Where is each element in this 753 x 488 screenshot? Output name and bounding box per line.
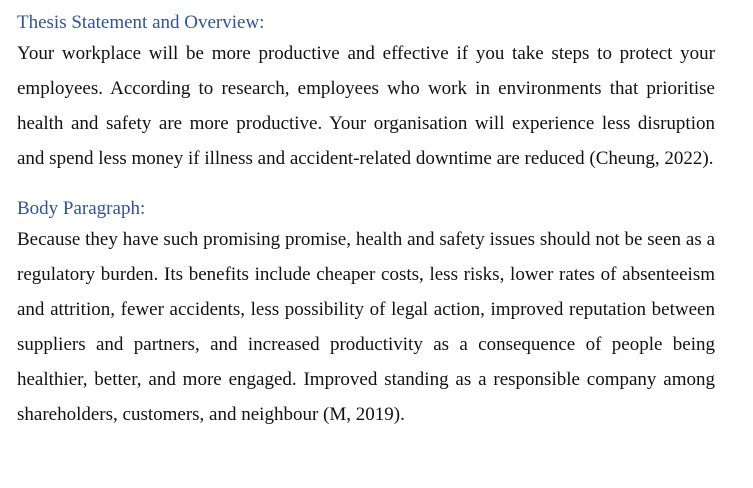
body-section: [17, 196, 715, 432]
section-heading-body: Body Paragraph:: [17, 198, 146, 219]
section-heading-thesis: Thesis Statement and Overview:: [17, 12, 265, 33]
section-paragraph-body: Because they have such promising promise, health and safety issues should not be seen as a regulatory burden. Its benefits include cheaper costs, less risks, lower rates of absenteeism and attrition, fewer accidents, less possibility of legal action, improved reputation between suppliers and partners, and increased productivity as a consequence of people being healthier, better, and more engaged. Improved standing as a responsible company among shareholders, customers, and neighbour (M, 2019).: [17, 229, 715, 425]
thesis-section: [17, 10, 715, 176]
section-paragraph-thesis: Your workplace will be more productive and effective if you take steps to protect your employees. According to research, employees who work in environments that prioritise health and safety are more productive. Your organisation will experience less disruption and spend less money if illness and accident-related downtime are reduced (Cheung, 2022).: [17, 43, 715, 169]
